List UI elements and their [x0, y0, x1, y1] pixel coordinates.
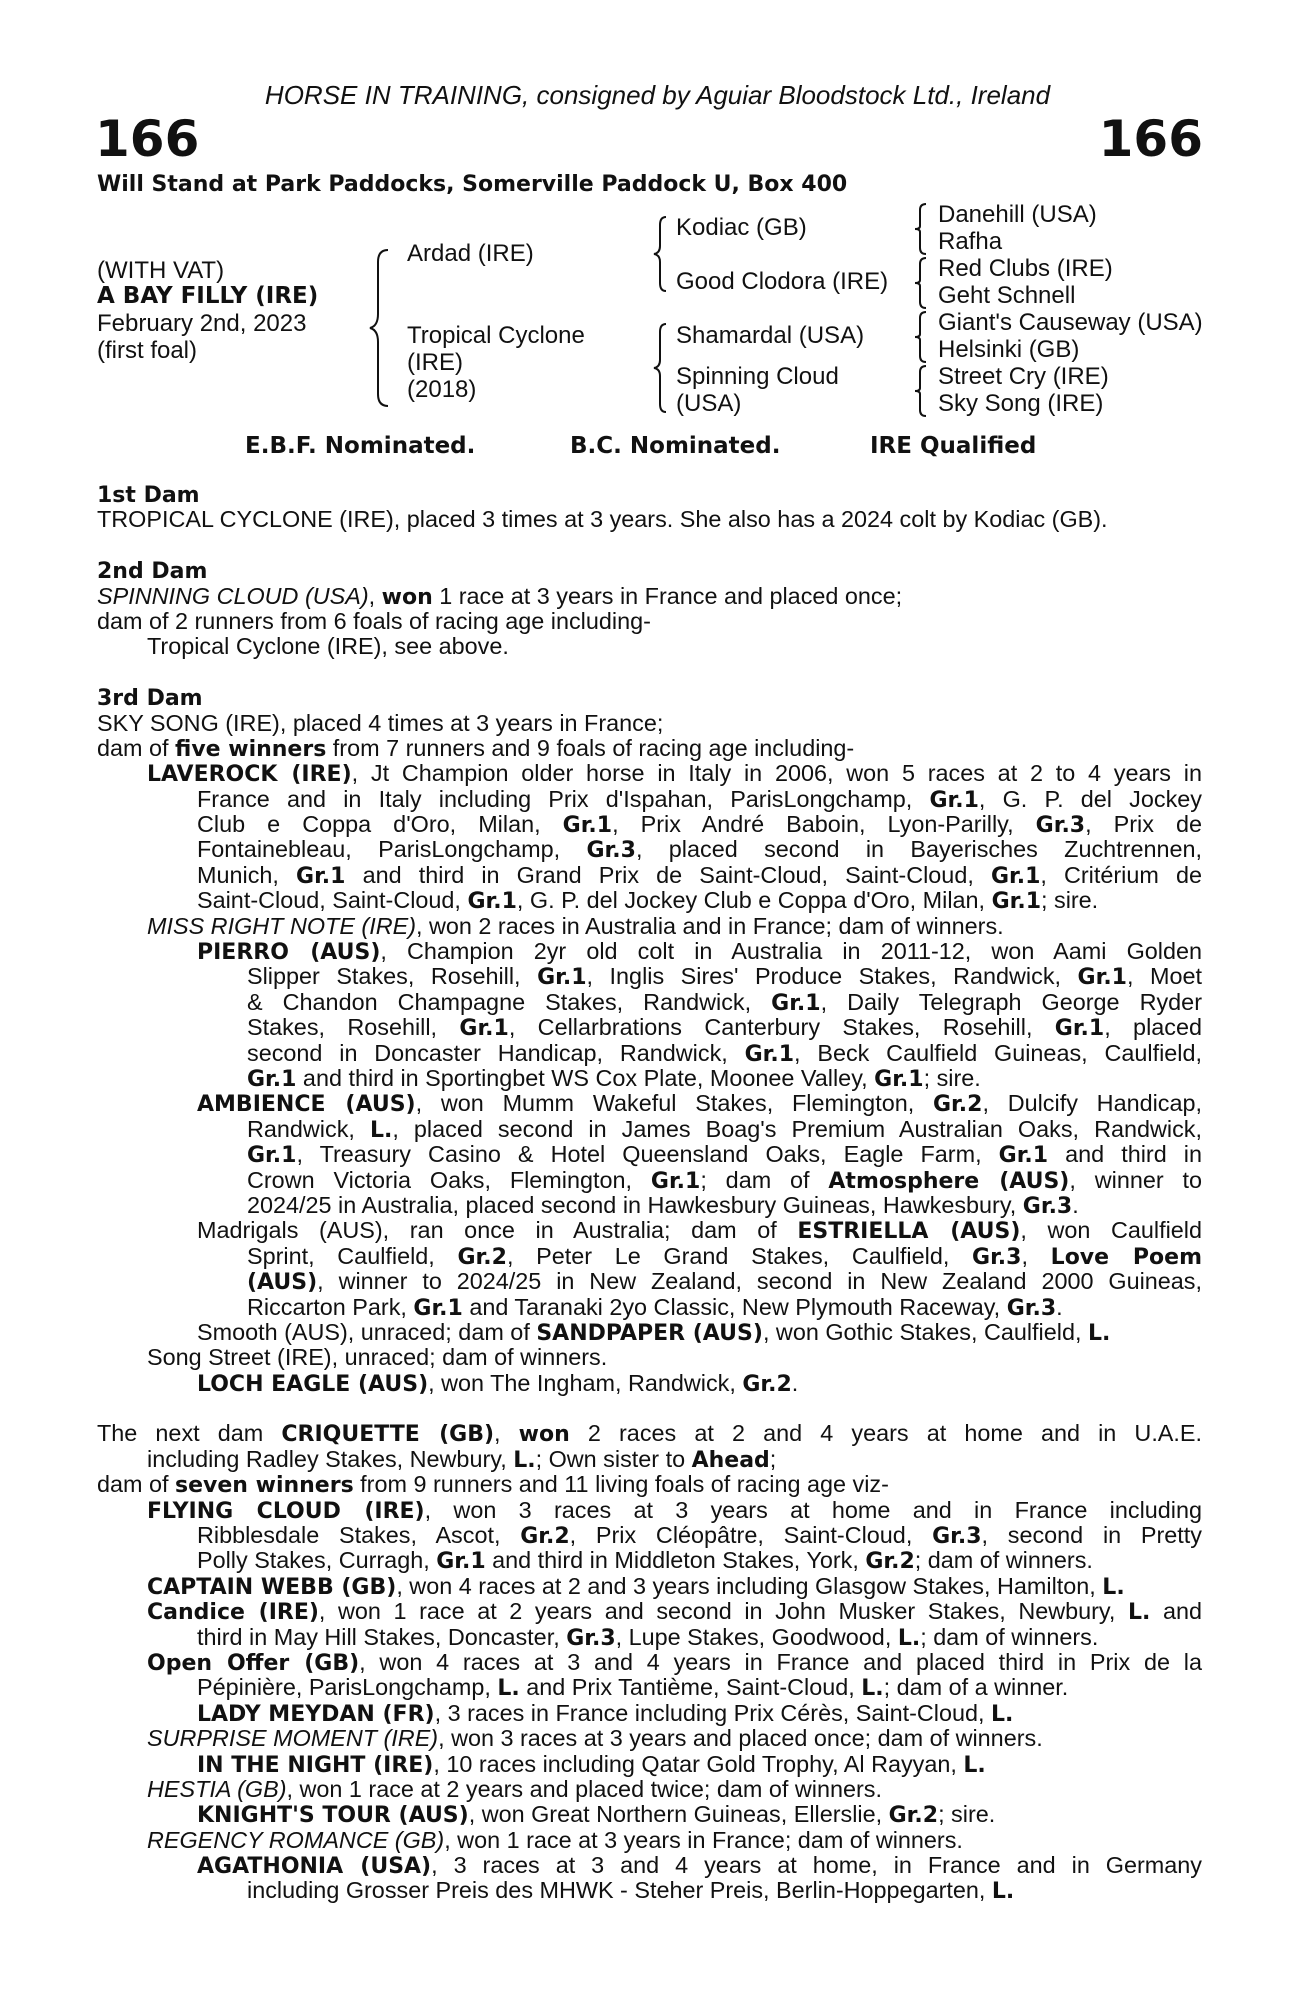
bold-text: Gr.1 [413, 1295, 463, 1321]
text-run: , won Gothic Stakes, Caulfield, [762, 1318, 1088, 1345]
bold-text: Gr.1 [998, 1143, 1049, 1169]
body-line [97, 507, 1202, 532]
bold-text: L. [1087, 1320, 1111, 1346]
consignor-line: HORSE IN TRAINING, consigned by Aguiar Bloodstock Ltd., Ireland [264, 80, 1051, 110]
g-dam-dam-dam: Sky Song (IRE) [938, 390, 1104, 417]
text-run: 2 races at 2 and 4 years at home and in U.A.E. [569, 1420, 1203, 1447]
text-run: Crown Victoria Oaks, Flemington, [247, 1166, 651, 1193]
text-run: , placed second in James Boag's Premium Australian Oaks, Randwick, [392, 1115, 1202, 1142]
pedigree-brace-g3 [912, 310, 930, 364]
bold-text: won [518, 1422, 570, 1448]
bold-text: Gr.1 [562, 813, 613, 839]
ire-qualified: IRE Qualified [870, 433, 1037, 459]
text-run: Pépinière, ParisLongchamp, [197, 1674, 498, 1701]
g-sire-dam-dam: Geht Schnell [938, 282, 1076, 309]
bold-text: L. [369, 1117, 393, 1143]
bold-text: won [381, 584, 433, 610]
bold-text: L. [861, 1676, 884, 1702]
foaling-date: February 2nd, 2023 [97, 310, 307, 337]
text-run: Ribblesdale Stakes, Ascot, [197, 1522, 521, 1549]
text-run: , Moet [1126, 963, 1203, 990]
body-line [97, 1447, 1202, 1472]
text-run: TROPICAL CYCLONE (IRE), placed 3 times at 3 years. She also has a 2024 colt by Kodiac (GB). [97, 506, 1108, 533]
body-line [97, 1320, 1202, 1345]
bold-text: Gr.3 [1035, 813, 1086, 839]
text-run: ; dam of a winner. [883, 1674, 1069, 1701]
dam-line-3: (2018) [407, 376, 477, 403]
bold-text: IN THE NIGHT (IRE) [197, 1752, 434, 1778]
text-run: , 10 races including Qatar Gold Trophy, Al Rayyan, [433, 1750, 964, 1777]
text-run: , won 2 races in Australia and in France; dam of winners. [416, 912, 1004, 939]
text-run: , Beck Caulfield Guineas, Caulfield, [794, 1039, 1202, 1066]
italic-text: HESTIA (GB) [147, 1775, 287, 1802]
bold-text: L. [991, 1701, 1014, 1727]
body-line [97, 1853, 1202, 1878]
body-line [97, 939, 1202, 964]
body-line [97, 1295, 1202, 1320]
text-run: from 7 runners and 9 foals of racing age including- [326, 734, 855, 761]
text-run: Munich, [197, 861, 297, 888]
body-line [97, 1015, 1202, 1040]
body-line [97, 1193, 1202, 1218]
g-dam-dam-sire: Street Cry (IRE) [938, 363, 1109, 390]
bold-text: L. [963, 1752, 986, 1778]
g-dam-sire-sire: Giant's Causeway (USA) [938, 309, 1203, 336]
body-line [97, 1345, 1202, 1370]
text-run: ; [769, 1445, 777, 1472]
text-run: , Lupe Stakes, Goodwood, [615, 1623, 898, 1650]
body-line [97, 1574, 1202, 1599]
text-run: SKY SONG (IRE), placed 4 times at 3 years in France; [97, 709, 664, 736]
bold-text: L. [897, 1625, 921, 1651]
body-line [97, 1599, 1202, 1624]
text-run: Song Street (IRE), unraced; dam of winners. [147, 1344, 608, 1371]
text-run: , Prix Cléopâtre, Saint-Cloud, [569, 1522, 933, 1549]
vat-note: (WITH VAT) [97, 257, 225, 284]
body-line [97, 584, 1202, 609]
text-run: . [1072, 1191, 1079, 1218]
body-line [97, 634, 1202, 659]
text-run: ; sire. [923, 1064, 981, 1091]
text-run: ; sire. [938, 1801, 996, 1828]
bold-text: Gr.3 [1006, 1295, 1057, 1321]
body-line [97, 1802, 1202, 1827]
text-run: , Inglis Sires' Produce Stakes, Randwick, [586, 963, 1078, 990]
body-line [97, 1625, 1202, 1650]
text-run: Slipper Stakes, Rosehill, [247, 963, 538, 990]
bold-text: Candice (IRE) [147, 1600, 319, 1626]
bold-text: ESTRIELLA (AUS) [797, 1219, 1021, 1245]
body-line [97, 1701, 1202, 1726]
text-run: , Prix de [1085, 811, 1203, 838]
dam-dam-line-1: Spinning Cloud [676, 363, 839, 390]
text-run: , second in Pretty [981, 1522, 1202, 1549]
text-run: and third in [1048, 1141, 1202, 1168]
g-sire-sire-sire: Danehill (USA) [938, 201, 1097, 228]
body-line [97, 1117, 1202, 1142]
body-line [97, 1726, 1202, 1751]
text-run: ; sire. [1041, 887, 1099, 914]
bold-text: Gr.1 [744, 1041, 795, 1067]
text-run: Smooth (AUS), unraced; dam of [197, 1318, 537, 1345]
body-line [97, 888, 1202, 913]
body-line [97, 609, 1202, 634]
section-heading: 1st Dam [97, 483, 200, 508]
g-sire-sire-dam: Rafha [938, 228, 1003, 255]
bold-text: Ahead [691, 1447, 770, 1473]
bold-text: Gr.2 [520, 1524, 570, 1550]
bold-text: Love Poem [1050, 1244, 1202, 1270]
stand-location: Will Stand at Park Paddocks, Somerville Paddock U, Box 400 [97, 172, 848, 197]
text-run: Madrigals (AUS), ran once in Australia; dam of [197, 1217, 798, 1244]
text-run: , 3 races at 3 and 4 years at home, in France and in Germany [431, 1852, 1202, 1879]
bold-text: Gr.1 [650, 1168, 701, 1194]
lot-number-left: 166 [95, 110, 200, 168]
body-line [97, 812, 1202, 837]
body-line [97, 1752, 1202, 1777]
bold-text: L. [991, 1879, 1015, 1905]
bold-text: Gr.2 [865, 1549, 915, 1575]
text-run: ; dam of [700, 1166, 829, 1193]
bold-text: Gr.2 [457, 1244, 507, 1270]
pedigree-brace-sire [650, 215, 670, 293]
text-run: and third in Middleton Stakes, York, [485, 1547, 866, 1574]
body-line [97, 1777, 1202, 1802]
pedigree-brace-g2 [912, 256, 930, 310]
bold-text: Gr.1 [537, 965, 587, 991]
bold-text: Gr.2 [933, 1092, 983, 1118]
bold-text: LOCH EAGLE (AUS) [197, 1371, 429, 1397]
section-heading: 3rd Dam [97, 686, 203, 712]
text-run: Randwick, [247, 1115, 370, 1142]
paragraph-gap [97, 533, 1202, 558]
bold-text: Gr.1 [1054, 1016, 1105, 1042]
text-run: , G. P. del Jockey [978, 785, 1202, 812]
text-run: France and in Italy including Prix d'Ispahan, ParisLongchamp, [197, 785, 930, 812]
text-run: , won 1 race at 2 years and second in John Musker Stakes, Newbury, [318, 1598, 1128, 1625]
text-run: , [368, 582, 382, 609]
text-run: , won Great Northern Guineas, Ellerslie, [468, 1801, 889, 1828]
pedigree-brace-g1 [912, 202, 930, 256]
dam-line-2: (IRE) [407, 349, 463, 376]
text-run: , Treasury Casino & Hotel Queensland Oaks, Eagle Farm, [296, 1141, 999, 1168]
bold-text: FLYING CLOUD (IRE) [147, 1498, 425, 1524]
body-line [97, 1548, 1202, 1573]
text-run: from 9 runners and 11 living foals of racing age viz- [353, 1471, 889, 1498]
text-run: 1 race at 3 years in France and placed once; [432, 582, 903, 609]
body-line [97, 1878, 1202, 1903]
bold-text: Gr.1 [1077, 965, 1127, 991]
bold-text: five winners [175, 736, 327, 762]
text-run: , placed second in Bayerisches Zuchtrennen, [635, 836, 1202, 863]
text-run: Fontainebleau, ParisLongchamp, [197, 836, 587, 863]
body-line [97, 1828, 1202, 1853]
bold-text: Gr.2 [888, 1803, 939, 1829]
bold-text: seven winners [175, 1473, 354, 1499]
body-line [97, 482, 1202, 507]
pedigree-brace-g4 [912, 364, 930, 418]
bold-text: Gr.3 [972, 1244, 1022, 1270]
bold-text: L. [513, 1447, 536, 1473]
body-line [97, 1168, 1202, 1193]
bold-text: Gr.3 [932, 1524, 982, 1550]
text-run: , won 4 races at 2 and 3 years including Glasgow Stakes, Hamilton, [396, 1572, 1103, 1599]
italic-text: REGENCY ROMANCE (GB) [147, 1826, 445, 1853]
sire: Ardad (IRE) [407, 240, 534, 267]
body-line [97, 761, 1202, 786]
text-run: , won Mumm Wakeful Stakes, Flemington, [415, 1090, 933, 1117]
body-line [97, 1371, 1202, 1396]
text-run: dam of 2 runners from 6 foals of racing age including- [97, 607, 651, 634]
body-line [97, 558, 1202, 583]
pedigree-brace-main [366, 248, 392, 408]
text-run: dam of [97, 1471, 176, 1498]
bold-text: LADY MEYDAN (FR) [197, 1701, 435, 1727]
body-line [97, 711, 1202, 736]
bold-text: Gr.1 [929, 787, 979, 813]
body-line [97, 787, 1202, 812]
bold-text: Gr.3 [1022, 1193, 1073, 1219]
bold-text: Gr.3 [586, 838, 636, 864]
text-run: , Dulcify Handicap, [982, 1090, 1203, 1117]
bold-text: PIERRO (AUS) [197, 940, 381, 966]
foal-note: (first foal) [97, 337, 198, 364]
lot-name: A BAY FILLY (IRE) [97, 283, 319, 309]
bold-text: CAPTAIN WEBB (GB) [147, 1574, 397, 1600]
bold-text: Atmosphere (AUS) [828, 1168, 1070, 1194]
text-run: Tropical Cyclone (IRE), see above. [147, 633, 509, 660]
body-line [97, 1675, 1202, 1700]
text-run: ; dam of winners. [914, 1547, 1093, 1574]
bold-text: Gr.1 [990, 863, 1041, 889]
text-run: ; dam of winners. [920, 1623, 1099, 1650]
text-run: second in Doncaster Handicap, Randwick, [247, 1039, 745, 1066]
text-run: , won 3 races at 3 years and placed once; dam of winners. [438, 1725, 1043, 1752]
italic-text: MISS RIGHT NOTE (IRE) [147, 912, 416, 939]
text-run: and Taranaki 2yo Classic, New Plymouth Raceway, [462, 1293, 1007, 1320]
body-line [97, 1421, 1202, 1446]
bold-text: (AUS) [247, 1270, 318, 1296]
text-run: Polly Stakes, Curragh, [197, 1547, 437, 1574]
bold-text: KNIGHT'S TOUR (AUS) [197, 1803, 469, 1829]
text-run: , won The Ingham, Randwick, [428, 1369, 743, 1396]
body-line [97, 964, 1202, 989]
body-line [97, 685, 1202, 710]
text-run: , won 4 races at 3 and 4 years in France and placed third in Prix de la [359, 1648, 1202, 1675]
sire-sire: Kodiac (GB) [676, 214, 807, 241]
paragraph-gap [97, 660, 1202, 685]
bold-text: Gr.1 [467, 889, 517, 915]
text-run: , won Caulfield [1020, 1217, 1203, 1244]
text-run: , [494, 1420, 519, 1447]
body-line [97, 1142, 1202, 1167]
bold-text: Gr.1 [459, 1016, 509, 1042]
sire-dam: Good Clodora (IRE) [676, 268, 889, 295]
paragraph-gap [97, 1396, 1202, 1421]
bc-nomination: B.C. Nominated. [570, 433, 781, 459]
text-run: including Radley Stakes, Newbury, [147, 1445, 514, 1472]
italic-text: SURPRISE MOMENT (IRE) [147, 1725, 439, 1752]
text-run: , Critérium de [1040, 861, 1202, 888]
text-run: , won 1 race at 3 years in France; dam of winners. [444, 1826, 963, 1853]
text-run: Saint-Cloud, Saint-Cloud, [197, 887, 468, 914]
bold-text: L. [1127, 1600, 1151, 1626]
dam-sire: Shamardal (USA) [676, 322, 865, 349]
italic-text: SPINNING CLOUD (USA) [97, 582, 369, 609]
bold-text: AMBIENCE (AUS) [197, 1092, 416, 1118]
dam-dam-line-2: (USA) [676, 390, 742, 417]
bold-text: AGATHONIA (USA) [197, 1854, 432, 1880]
body-line [97, 914, 1202, 939]
text-run: , 3 races in France including Prix Cérès, Saint-Cloud, [434, 1699, 992, 1726]
g-sire-dam-sire: Red Clubs (IRE) [938, 255, 1113, 282]
text-run: Club e Coppa d'Oro, Milan, [197, 811, 563, 838]
bold-text: CRIQUETTE (GB) [281, 1422, 495, 1448]
text-run: ; Own sister to [535, 1445, 692, 1472]
text-run: Sprint, Caulfield, [247, 1242, 458, 1269]
bold-text: Gr.1 [247, 1066, 297, 1092]
bold-text: Gr.1 [436, 1549, 486, 1575]
text-run: The next dam [97, 1420, 282, 1447]
text-run: , Prix André Baboin, Lyon-Parilly, [612, 811, 1036, 838]
body-line [97, 1269, 1202, 1294]
body-line [97, 736, 1202, 761]
text-run: , placed [1104, 1014, 1202, 1041]
body-line [97, 1650, 1202, 1675]
text-run: , won 1 race at 2 years and placed twice; dam of winners. [286, 1775, 882, 1802]
section-heading: 2nd Dam [97, 559, 208, 585]
text-run: , Daily Telegraph George Ryder [820, 988, 1202, 1015]
body-line [97, 1523, 1202, 1548]
text-run: & Chandon Champagne Stakes, Randwick, [247, 988, 772, 1015]
text-run: including Grosser Preis des MHWK - Steher Preis, Berlin-Hoppegarten, [247, 1877, 992, 1904]
bold-text: Gr.2 [742, 1371, 792, 1397]
bold-text: Gr.3 [566, 1625, 616, 1651]
text-run: Riccarton Park, [247, 1293, 414, 1320]
body-line [97, 990, 1202, 1015]
body-line [97, 1472, 1202, 1497]
text-run: dam of [97, 734, 176, 761]
text-run: and third in Sportingbet WS Cox Plate, Moonee Valley, [296, 1064, 875, 1091]
body-line [97, 1041, 1202, 1066]
body-line [97, 1218, 1202, 1243]
bold-text: Open Offer (GB) [147, 1650, 360, 1676]
text-run: , Cellarbrations Canterbury Stakes, Rosehill, [508, 1014, 1055, 1041]
body-line [97, 1091, 1202, 1116]
bold-text: Gr.1 [296, 863, 346, 889]
bold-text: Gr.1 [874, 1066, 924, 1092]
text-run: , Jt Champion older horse in Italy in 2006, won 5 races at 2 to 4 years in [351, 760, 1202, 787]
catalogue-body-text [97, 482, 1202, 1904]
body-line [97, 1244, 1202, 1269]
text-run: . [791, 1369, 799, 1396]
lot-number-right: 166 [1098, 110, 1203, 168]
text-run: , Peter Le Grand Stakes, Caulfield, [506, 1242, 973, 1269]
text-run: Stakes, Rosehill, [247, 1014, 460, 1041]
text-run: . [1056, 1293, 1063, 1320]
text-run: and third in Grand Prix de Saint-Cloud, Saint-Cloud, [345, 861, 991, 888]
g-dam-sire-dam: Helsinki (GB) [938, 336, 1080, 363]
bold-text: Gr.1 [771, 990, 821, 1016]
bold-text: L. [497, 1676, 520, 1702]
text-run: 2024/25 in Australia, placed second in Hawkesbury Guineas, Hawkesbury, [247, 1191, 1023, 1218]
bold-text: Gr.1 [991, 889, 1041, 915]
dam-line-1: Tropical Cyclone [407, 322, 585, 349]
body-line [97, 863, 1202, 888]
text-run: , Champion 2yr old colt in Australia in 2011-12, won Aami Golden [380, 938, 1202, 965]
body-line [97, 1066, 1202, 1091]
bold-text: L. [1102, 1574, 1125, 1600]
bold-text: SANDPAPER (AUS) [536, 1320, 763, 1346]
text-run: and [1150, 1598, 1202, 1625]
text-run: , [1021, 1242, 1051, 1269]
pedigree-brace-dam [650, 322, 670, 414]
text-run: and Prix Tantième, Saint-Cloud, [519, 1674, 862, 1701]
bold-text: Gr.1 [247, 1143, 297, 1169]
body-line [97, 837, 1202, 862]
bold-text: LAVEROCK (IRE) [147, 762, 352, 788]
text-run: , won 3 races at 3 years at home and in France including [424, 1496, 1202, 1523]
text-run: , winner to [1069, 1166, 1202, 1193]
text-run: , G. P. del Jockey Club e Coppa d'Oro, Milan, [516, 887, 992, 914]
ebf-nomination: E.B.F. Nominated. [245, 433, 476, 459]
body-line [97, 1498, 1202, 1523]
text-run: third in May Hill Stakes, Doncaster, [197, 1623, 567, 1650]
text-run: , winner to 2024/25 in New Zealand, second in New Zealand 2000 Guineas, [317, 1268, 1202, 1295]
